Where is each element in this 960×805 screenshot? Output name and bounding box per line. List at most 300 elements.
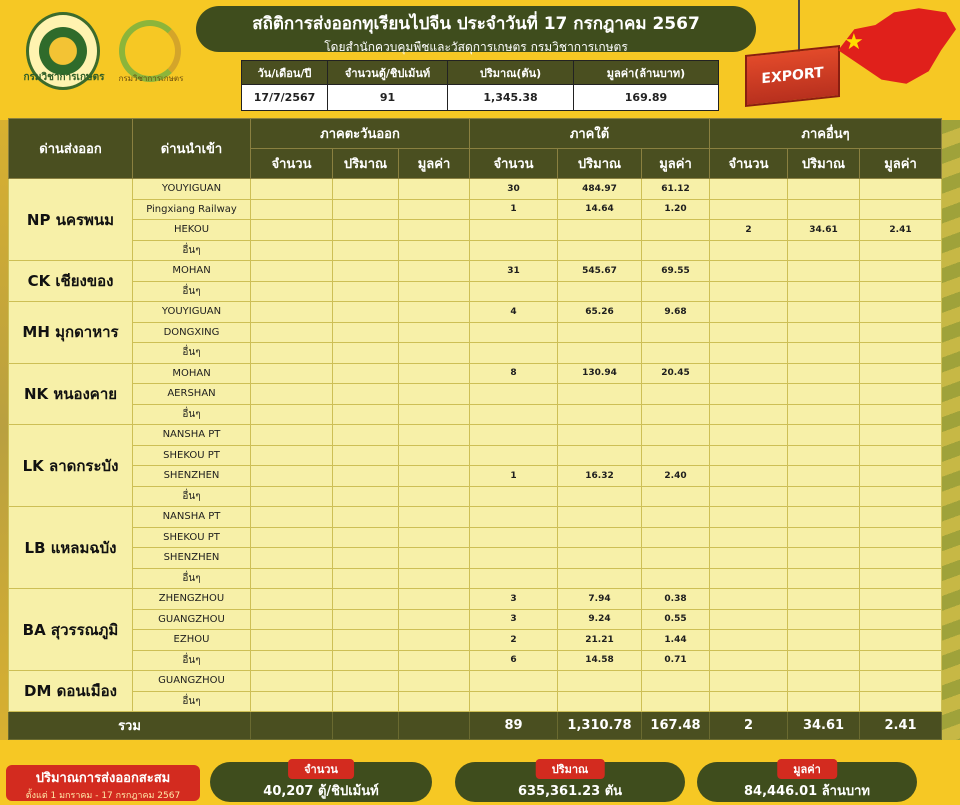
import-checkpoint-name: EZHOU — [133, 630, 251, 651]
data-cell — [333, 486, 399, 507]
data-cell — [399, 466, 470, 487]
data-cell — [399, 302, 470, 323]
data-cell: 2 — [710, 220, 788, 241]
summary-header-containers: จำนวนตู้/ชิปเม้นท์ — [328, 61, 448, 85]
data-cell — [710, 527, 788, 548]
data-cell — [399, 322, 470, 343]
data-cell — [333, 281, 399, 302]
data-cell — [333, 527, 399, 548]
import-checkpoint-name: YOUYIGUAN — [133, 179, 251, 200]
data-cell: 16.32 — [558, 466, 642, 487]
subheader-quantity: ปริมาณ — [788, 149, 860, 179]
total-label: รวม — [9, 712, 251, 740]
summary-header-value: มูลค่า(ล้านบาท) — [574, 61, 719, 85]
data-cell: 545.67 — [558, 261, 642, 282]
data-cell: 3 — [470, 589, 558, 610]
data-cell — [399, 343, 470, 364]
table-row — [9, 343, 942, 364]
import-checkpoint-name: อื่นๆ — [133, 691, 251, 712]
title-bar — [196, 6, 756, 52]
data-cell — [251, 445, 333, 466]
data-cell — [333, 671, 399, 692]
data-cell: 1.44 — [642, 630, 710, 651]
data-cell — [333, 609, 399, 630]
total-cell: 167.48 — [642, 712, 710, 740]
data-cell — [710, 302, 788, 323]
cumulative-quantity-pill — [455, 762, 685, 802]
data-cell: 1 — [470, 466, 558, 487]
data-cell — [399, 630, 470, 651]
data-cell — [710, 630, 788, 651]
data-cell — [470, 343, 558, 364]
data-cell — [251, 507, 333, 528]
data-cell — [251, 486, 333, 507]
data-cell — [788, 240, 860, 261]
data-cell — [251, 548, 333, 569]
data-cell — [251, 199, 333, 220]
import-checkpoint-name: อื่นๆ — [133, 240, 251, 261]
data-cell — [251, 671, 333, 692]
header-import-checkpoint: ด่านนำเข้า — [133, 119, 251, 179]
data-cell — [470, 507, 558, 528]
total-cell: 1,310.78 — [558, 712, 642, 740]
data-cell — [710, 589, 788, 610]
import-checkpoint-name: GUANGZHOU — [133, 609, 251, 630]
data-cell — [251, 343, 333, 364]
import-checkpoint-name: MOHAN — [133, 261, 251, 282]
data-cell — [558, 507, 642, 528]
data-cell — [558, 527, 642, 548]
data-cell — [470, 240, 558, 261]
data-cell — [710, 609, 788, 630]
import-checkpoint-name: SHENZHEN — [133, 548, 251, 569]
data-cell — [251, 322, 333, 343]
data-cell — [558, 671, 642, 692]
import-checkpoint-name: อื่นๆ — [133, 404, 251, 425]
table-row — [9, 548, 942, 569]
data-cell — [333, 404, 399, 425]
data-cell — [710, 548, 788, 569]
data-cell — [710, 691, 788, 712]
data-cell — [558, 322, 642, 343]
data-cell — [788, 343, 860, 364]
table-row — [9, 691, 942, 712]
data-cell — [788, 609, 860, 630]
data-cell — [788, 445, 860, 466]
summary-containers: 91 — [328, 85, 448, 111]
data-cell — [860, 425, 942, 446]
data-cell — [710, 486, 788, 507]
data-cell — [333, 261, 399, 282]
data-cell — [333, 343, 399, 364]
page-title: สถิติการส่งออกทุเรียนไปจีน ประจำวันที่ 17 กรกฎาคม 2567 — [252, 14, 700, 34]
subheader-value: มูลค่า — [860, 149, 942, 179]
data-cell: 14.58 — [558, 650, 642, 671]
data-cell — [251, 609, 333, 630]
data-cell — [251, 240, 333, 261]
data-cell: 8 — [470, 363, 558, 384]
total-row — [9, 712, 942, 740]
data-cell — [788, 425, 860, 446]
data-cell: 31 — [470, 261, 558, 282]
data-cell — [558, 568, 642, 589]
data-cell — [558, 220, 642, 241]
total-cell: 2.41 — [860, 712, 942, 740]
cumulative-count-pill — [210, 762, 432, 802]
subheader-value: มูลค่า — [399, 149, 470, 179]
data-cell: 21.21 — [558, 630, 642, 651]
data-cell — [399, 609, 470, 630]
subheader-quantity: ปริมาณ — [333, 149, 399, 179]
export-checkpoint-name: CK เชียงของ — [9, 261, 133, 302]
total-cell — [333, 712, 399, 740]
table-row — [9, 302, 942, 323]
data-cell — [251, 691, 333, 712]
data-cell — [558, 486, 642, 507]
data-cell — [860, 322, 942, 343]
durian-decor-right — [940, 120, 960, 740]
total-cell — [399, 712, 470, 740]
doa-logo-text: กรมวิชาการเกษตร — [23, 72, 105, 83]
data-cell — [642, 548, 710, 569]
import-checkpoint-name: NANSHA PT — [133, 507, 251, 528]
data-cell — [470, 568, 558, 589]
data-cell — [860, 527, 942, 548]
summary-value: 169.89 — [574, 85, 719, 111]
data-cell — [399, 650, 470, 671]
data-cell — [333, 425, 399, 446]
data-cell — [333, 691, 399, 712]
data-cell — [251, 363, 333, 384]
data-cell — [860, 691, 942, 712]
data-cell — [470, 384, 558, 405]
data-cell — [558, 240, 642, 261]
data-cell — [710, 199, 788, 220]
data-cell — [860, 466, 942, 487]
data-cell — [788, 671, 860, 692]
total-cell: 2 — [710, 712, 788, 740]
data-cell — [860, 240, 942, 261]
data-cell — [399, 548, 470, 569]
data-cell — [333, 548, 399, 569]
table-row — [9, 527, 942, 548]
table-row — [9, 445, 942, 466]
data-cell — [251, 281, 333, 302]
import-checkpoint-name: SHEKOU PT — [133, 445, 251, 466]
table-row — [9, 630, 942, 651]
table-row — [9, 609, 942, 630]
data-cell: 34.61 — [788, 220, 860, 241]
subheader-value: มูลค่า — [642, 149, 710, 179]
data-cell — [399, 671, 470, 692]
data-cell — [470, 486, 558, 507]
import-checkpoint-name: ZHENGZHOU — [133, 589, 251, 610]
data-cell — [251, 220, 333, 241]
export-label: EXPORT — [761, 64, 824, 88]
data-cell: 65.26 — [558, 302, 642, 323]
data-cell: 0.38 — [642, 589, 710, 610]
data-cell — [251, 568, 333, 589]
data-cell — [558, 548, 642, 569]
data-cell: 6 — [470, 650, 558, 671]
data-cell — [399, 261, 470, 282]
data-cell — [788, 404, 860, 425]
data-cell — [399, 486, 470, 507]
data-cell — [470, 548, 558, 569]
data-cell: 3 — [470, 609, 558, 630]
data-cell: 0.55 — [642, 609, 710, 630]
data-cell — [642, 220, 710, 241]
summary-header-date: วัน/เดือน/ปี — [242, 61, 328, 85]
subheader-count: จำนวน — [710, 149, 788, 179]
data-cell — [251, 302, 333, 323]
data-cell — [860, 363, 942, 384]
data-cell — [860, 548, 942, 569]
data-cell — [788, 548, 860, 569]
export-checkpoint-name: MH มุกดาหาร — [9, 302, 133, 364]
data-cell — [710, 507, 788, 528]
import-checkpoint-name: GUANGZHOU — [133, 671, 251, 692]
data-cell — [333, 220, 399, 241]
data-cell — [710, 261, 788, 282]
data-cell — [710, 568, 788, 589]
data-cell: 2.40 — [642, 466, 710, 487]
export-statistics-table — [8, 118, 942, 740]
import-checkpoint-name: DONGXING — [133, 322, 251, 343]
table-row — [9, 650, 942, 671]
data-cell — [710, 671, 788, 692]
data-cell — [642, 240, 710, 261]
data-cell: 1.20 — [642, 199, 710, 220]
table-row — [9, 425, 942, 446]
data-cell: 0.71 — [642, 650, 710, 671]
table-row — [9, 179, 942, 200]
data-cell — [788, 281, 860, 302]
data-cell — [642, 384, 710, 405]
data-cell — [399, 363, 470, 384]
data-cell — [710, 445, 788, 466]
data-cell — [399, 220, 470, 241]
import-checkpoint-name: HEKOU — [133, 220, 251, 241]
data-cell — [710, 466, 788, 487]
data-cell — [860, 384, 942, 405]
data-cell — [333, 630, 399, 651]
data-cell — [860, 404, 942, 425]
table-row — [9, 384, 942, 405]
data-cell — [642, 425, 710, 446]
header-group-east: ภาคตะวันออก — [251, 119, 470, 149]
cumulative-label — [6, 765, 200, 801]
table-body — [9, 179, 942, 740]
data-cell: 20.45 — [642, 363, 710, 384]
data-cell — [642, 671, 710, 692]
header-group-other: ภาคอื่นๆ — [710, 119, 942, 149]
data-cell — [788, 199, 860, 220]
data-cell — [788, 486, 860, 507]
data-cell — [860, 179, 942, 200]
import-checkpoint-name: MOHAN — [133, 363, 251, 384]
data-cell — [860, 486, 942, 507]
total-cell — [251, 712, 333, 740]
import-checkpoint-name: อื่นๆ — [133, 650, 251, 671]
import-checkpoint-name: อื่นๆ — [133, 281, 251, 302]
table-row — [9, 220, 942, 241]
data-cell — [333, 445, 399, 466]
data-cell — [642, 507, 710, 528]
data-cell — [788, 466, 860, 487]
daily-summary-table — [241, 60, 719, 111]
data-cell — [642, 691, 710, 712]
data-cell — [642, 445, 710, 466]
table-row — [9, 322, 942, 343]
data-cell — [860, 650, 942, 671]
data-cell: 130.94 — [558, 363, 642, 384]
data-cell: 2 — [470, 630, 558, 651]
data-cell — [710, 322, 788, 343]
data-cell — [860, 609, 942, 630]
total-cell: 34.61 — [788, 712, 860, 740]
import-checkpoint-name: Pingxiang Railway — [133, 199, 251, 220]
anniversary-logo-text: กรมวิชาการเกษตร — [118, 74, 184, 83]
cumulative-count-value: 40,207 ตู้/ชิปเม้นท์ — [263, 784, 379, 799]
data-cell — [470, 527, 558, 548]
export-checkpoint-name: LK ลาดกระบัง — [9, 425, 133, 507]
data-cell — [399, 691, 470, 712]
subheader-quantity: ปริมาณ — [558, 149, 642, 179]
cumulative-quantity-tag: ปริมาณ — [536, 759, 605, 779]
data-cell — [558, 404, 642, 425]
data-cell — [788, 568, 860, 589]
data-cell — [251, 630, 333, 651]
data-cell — [333, 568, 399, 589]
data-cell: 61.12 — [642, 179, 710, 200]
data-cell — [333, 507, 399, 528]
data-cell — [860, 199, 942, 220]
data-cell — [642, 568, 710, 589]
data-cell — [788, 363, 860, 384]
data-cell — [788, 650, 860, 671]
export-checkpoint-name: NK หนองคาย — [9, 363, 133, 425]
data-cell — [860, 302, 942, 323]
data-cell — [399, 240, 470, 261]
data-cell: 1 — [470, 199, 558, 220]
import-checkpoint-name: อื่นๆ — [133, 486, 251, 507]
data-cell — [251, 261, 333, 282]
data-cell — [710, 363, 788, 384]
data-cell — [558, 425, 642, 446]
data-cell — [860, 261, 942, 282]
table-row — [9, 240, 942, 261]
import-checkpoint-name: อื่นๆ — [133, 568, 251, 589]
import-checkpoint-name: SHEKOU PT — [133, 527, 251, 548]
summary-header-quantity: ปริมาณ(ตัน) — [448, 61, 574, 85]
data-cell — [251, 589, 333, 610]
data-cell — [251, 650, 333, 671]
data-cell: 9.24 — [558, 609, 642, 630]
data-cell — [860, 281, 942, 302]
data-cell — [710, 425, 788, 446]
data-cell — [333, 650, 399, 671]
data-cell — [399, 384, 470, 405]
data-cell — [860, 671, 942, 692]
data-cell: 7.94 — [558, 589, 642, 610]
data-cell — [642, 322, 710, 343]
data-cell — [860, 589, 942, 610]
data-cell — [642, 281, 710, 302]
data-cell — [470, 322, 558, 343]
data-cell — [710, 384, 788, 405]
data-cell — [788, 630, 860, 651]
page-subtitle: โดยสำนักควบคุมพืชและวัสดุการเกษตร กรมวิชาการเกษตร — [324, 40, 628, 54]
data-cell: 9.68 — [642, 302, 710, 323]
data-cell — [642, 404, 710, 425]
table-row — [9, 568, 942, 589]
data-cell — [558, 445, 642, 466]
data-cell: 30 — [470, 179, 558, 200]
data-cell — [710, 179, 788, 200]
crane-rope — [798, 0, 800, 52]
export-checkpoint-name: NP นครพนม — [9, 179, 133, 261]
data-cell — [399, 568, 470, 589]
table-row — [9, 363, 942, 384]
subheader-count: จำนวน — [251, 149, 333, 179]
import-checkpoint-name: AERSHAN — [133, 384, 251, 405]
data-cell — [470, 281, 558, 302]
data-cell — [860, 343, 942, 364]
data-cell — [333, 240, 399, 261]
table-row — [9, 281, 942, 302]
header-export-checkpoint: ด่านส่งออก — [9, 119, 133, 179]
data-cell — [333, 179, 399, 200]
data-cell — [333, 322, 399, 343]
cumulative-value-pill — [697, 762, 917, 802]
data-cell — [788, 527, 860, 548]
table-row — [9, 466, 942, 487]
data-cell — [333, 589, 399, 610]
data-cell — [399, 404, 470, 425]
data-cell — [710, 404, 788, 425]
data-cell: 484.97 — [558, 179, 642, 200]
data-cell — [251, 425, 333, 446]
cumulative-title: ปริมาณการส่งออกสะสม — [35, 771, 171, 786]
table-row — [9, 671, 942, 692]
data-cell — [251, 404, 333, 425]
data-cell — [558, 384, 642, 405]
export-checkpoint-name: DM ดอนเมือง — [9, 671, 133, 712]
data-cell — [399, 281, 470, 302]
data-cell — [860, 630, 942, 651]
data-cell: 69.55 — [642, 261, 710, 282]
data-cell — [470, 404, 558, 425]
summary-quantity: 1,345.38 — [448, 85, 574, 111]
data-cell — [470, 671, 558, 692]
table-row — [9, 404, 942, 425]
data-cell — [333, 384, 399, 405]
data-cell — [642, 527, 710, 548]
data-cell: 4 — [470, 302, 558, 323]
data-cell: 2.41 — [860, 220, 942, 241]
data-cell — [333, 466, 399, 487]
cumulative-quantity-value: 635,361.23 ตัน — [517, 784, 623, 799]
data-cell — [470, 425, 558, 446]
total-cell: 89 — [470, 712, 558, 740]
data-cell — [860, 445, 942, 466]
data-cell — [788, 179, 860, 200]
import-checkpoint-name: อื่นๆ — [133, 343, 251, 364]
cumulative-count-tag: จำนวน — [288, 759, 354, 779]
data-cell — [399, 179, 470, 200]
subheader-count: จำนวน — [470, 149, 558, 179]
